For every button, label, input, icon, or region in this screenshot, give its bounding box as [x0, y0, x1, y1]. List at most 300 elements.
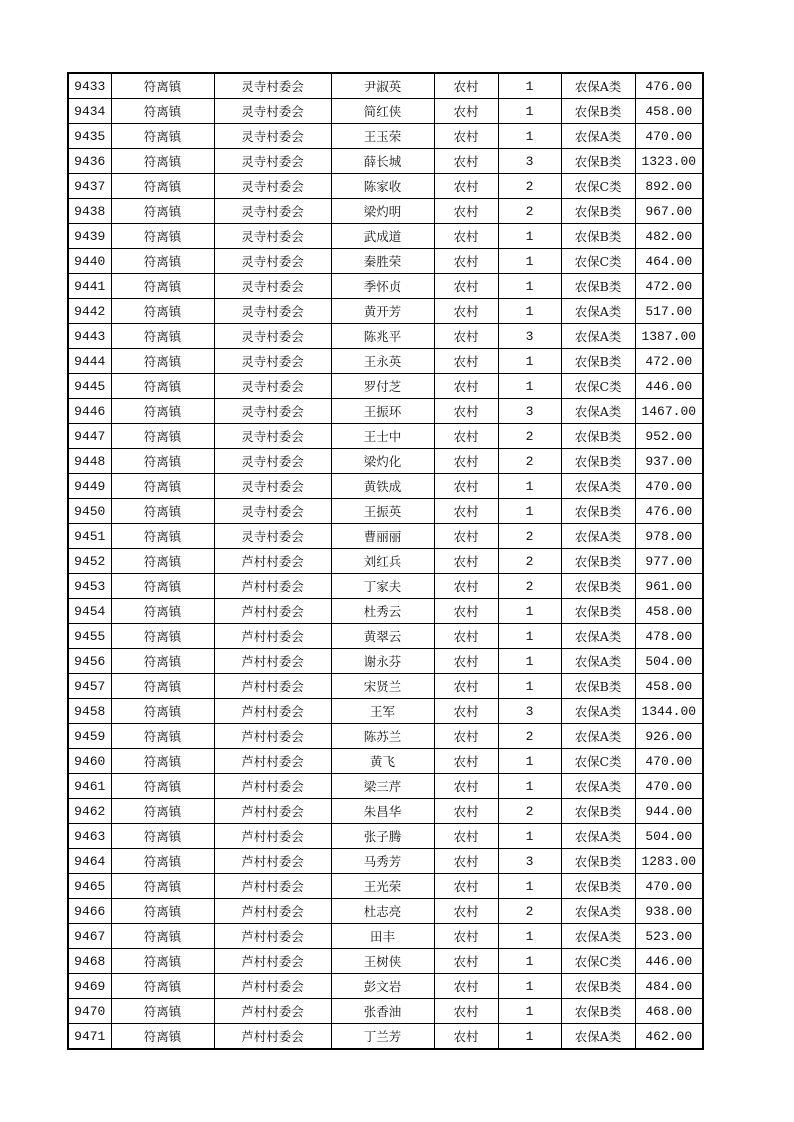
household-size-cell: 2 [498, 574, 561, 599]
town-cell: 符离镇 [111, 324, 214, 349]
person-name-cell: 黄翠云 [331, 624, 434, 649]
table-row [68, 574, 703, 599]
amount-cell: 484.00 [635, 974, 703, 999]
household-size-cell: 1 [498, 349, 561, 374]
town-cell: 符离镇 [111, 949, 214, 974]
person-name-cell: 张香油 [331, 999, 434, 1024]
person-name-cell: 张子腾 [331, 824, 434, 849]
village-committee-cell: 芦村村委会 [214, 749, 331, 774]
person-name-cell: 谢永芬 [331, 649, 434, 674]
beneficiary-table [67, 72, 704, 1050]
amount-cell: 476.00 [635, 73, 703, 99]
table-body [68, 73, 703, 1049]
household-size-cell: 1 [498, 674, 561, 699]
household-type-cell: 农村 [434, 73, 498, 99]
household-size-cell: 1 [498, 224, 561, 249]
table-row [68, 699, 703, 724]
person-name-cell: 陈兆平 [331, 324, 434, 349]
village-committee-cell: 灵寺村委会 [214, 424, 331, 449]
row-number-cell: 9467 [68, 924, 111, 949]
row-number-cell: 9441 [68, 274, 111, 299]
table-row [68, 624, 703, 649]
town-cell: 符离镇 [111, 299, 214, 324]
village-committee-cell: 芦村村委会 [214, 824, 331, 849]
household-size-cell: 1 [498, 499, 561, 524]
town-cell: 符离镇 [111, 849, 214, 874]
table-row [68, 874, 703, 899]
table-row [68, 324, 703, 349]
insurance-category-cell: 农保B类 [561, 99, 635, 124]
insurance-category-cell: 农保C类 [561, 174, 635, 199]
village-committee-cell: 灵寺村委会 [214, 174, 331, 199]
amount-cell: 446.00 [635, 949, 703, 974]
household-size-cell: 2 [498, 449, 561, 474]
row-number-cell: 9468 [68, 949, 111, 974]
village-committee-cell: 芦村村委会 [214, 974, 331, 999]
household-type-cell: 农村 [434, 874, 498, 899]
person-name-cell: 薛长城 [331, 149, 434, 174]
person-name-cell: 梁灼化 [331, 449, 434, 474]
row-number-cell: 9442 [68, 299, 111, 324]
town-cell: 符离镇 [111, 424, 214, 449]
household-size-cell: 3 [498, 149, 561, 174]
town-cell: 符离镇 [111, 699, 214, 724]
household-type-cell: 农村 [434, 699, 498, 724]
town-cell: 符离镇 [111, 974, 214, 999]
household-type-cell: 农村 [434, 99, 498, 124]
row-number-cell: 9463 [68, 824, 111, 849]
insurance-category-cell: 农保A类 [561, 73, 635, 99]
table-row [68, 424, 703, 449]
household-type-cell: 农村 [434, 149, 498, 174]
person-name-cell: 王光荣 [331, 874, 434, 899]
household-type-cell: 农村 [434, 849, 498, 874]
village-committee-cell: 芦村村委会 [214, 649, 331, 674]
row-number-cell: 9453 [68, 574, 111, 599]
insurance-category-cell: 农保A类 [561, 724, 635, 749]
row-number-cell: 9446 [68, 399, 111, 424]
household-type-cell: 农村 [434, 624, 498, 649]
household-type-cell: 农村 [434, 999, 498, 1024]
row-number-cell: 9461 [68, 774, 111, 799]
town-cell: 符离镇 [111, 749, 214, 774]
table-row [68, 99, 703, 124]
village-committee-cell: 芦村村委会 [214, 1024, 331, 1050]
village-committee-cell: 芦村村委会 [214, 899, 331, 924]
insurance-category-cell: 农保B类 [561, 599, 635, 624]
table-row [68, 999, 703, 1024]
household-type-cell: 农村 [434, 749, 498, 774]
household-size-cell: 1 [498, 974, 561, 999]
person-name-cell: 梁灼明 [331, 199, 434, 224]
household-size-cell: 1 [498, 474, 561, 499]
village-committee-cell: 芦村村委会 [214, 799, 331, 824]
amount-cell: 944.00 [635, 799, 703, 824]
insurance-category-cell: 农保A类 [561, 324, 635, 349]
household-type-cell: 农村 [434, 799, 498, 824]
row-number-cell: 9450 [68, 499, 111, 524]
row-number-cell: 9449 [68, 474, 111, 499]
table-row [68, 674, 703, 699]
person-name-cell: 黄开芳 [331, 299, 434, 324]
household-size-cell: 3 [498, 399, 561, 424]
table-row [68, 349, 703, 374]
row-number-cell: 9444 [68, 349, 111, 374]
insurance-category-cell: 农保B类 [561, 799, 635, 824]
household-type-cell: 农村 [434, 574, 498, 599]
insurance-category-cell: 农保B类 [561, 674, 635, 699]
insurance-category-cell: 农保A类 [561, 924, 635, 949]
amount-cell: 478.00 [635, 624, 703, 649]
amount-cell: 961.00 [635, 574, 703, 599]
table-row [68, 1024, 703, 1050]
amount-cell: 892.00 [635, 174, 703, 199]
insurance-category-cell: 农保B类 [561, 999, 635, 1024]
amount-cell: 458.00 [635, 599, 703, 624]
insurance-category-cell: 农保B类 [561, 349, 635, 374]
amount-cell: 952.00 [635, 424, 703, 449]
village-committee-cell: 灵寺村委会 [214, 374, 331, 399]
household-size-cell: 1 [498, 624, 561, 649]
person-name-cell: 宋贤兰 [331, 674, 434, 699]
town-cell: 符离镇 [111, 349, 214, 374]
person-name-cell: 王振英 [331, 499, 434, 524]
household-size-cell: 2 [498, 899, 561, 924]
insurance-category-cell: 农保A类 [561, 649, 635, 674]
amount-cell: 1467.00 [635, 399, 703, 424]
village-committee-cell: 灵寺村委会 [214, 324, 331, 349]
village-committee-cell: 芦村村委会 [214, 924, 331, 949]
row-number-cell: 9433 [68, 73, 111, 99]
household-size-cell: 1 [498, 73, 561, 99]
village-committee-cell: 灵寺村委会 [214, 99, 331, 124]
amount-cell: 1344.00 [635, 699, 703, 724]
household-type-cell: 农村 [434, 549, 498, 574]
town-cell: 符离镇 [111, 924, 214, 949]
village-committee-cell: 灵寺村委会 [214, 349, 331, 374]
household-size-cell: 1 [498, 924, 561, 949]
household-size-cell: 2 [498, 199, 561, 224]
amount-cell: 517.00 [635, 299, 703, 324]
person-name-cell: 曹丽丽 [331, 524, 434, 549]
row-number-cell: 9469 [68, 974, 111, 999]
person-name-cell: 尹淑英 [331, 73, 434, 99]
row-number-cell: 9437 [68, 174, 111, 199]
person-name-cell: 陈家收 [331, 174, 434, 199]
household-type-cell: 农村 [434, 1024, 498, 1050]
amount-cell: 1387.00 [635, 324, 703, 349]
town-cell: 符离镇 [111, 624, 214, 649]
amount-cell: 462.00 [635, 1024, 703, 1050]
village-committee-cell: 灵寺村委会 [214, 149, 331, 174]
village-committee-cell: 芦村村委会 [214, 549, 331, 574]
town-cell: 符离镇 [111, 399, 214, 424]
household-type-cell: 农村 [434, 949, 498, 974]
household-size-cell: 1 [498, 374, 561, 399]
household-size-cell: 1 [498, 249, 561, 274]
household-size-cell: 2 [498, 724, 561, 749]
household-size-cell: 1 [498, 874, 561, 899]
person-name-cell: 梁三芹 [331, 774, 434, 799]
amount-cell: 458.00 [635, 674, 703, 699]
town-cell: 符离镇 [111, 199, 214, 224]
table-row [68, 749, 703, 774]
household-type-cell: 农村 [434, 674, 498, 699]
household-size-cell: 1 [498, 749, 561, 774]
person-name-cell: 丁家夫 [331, 574, 434, 599]
row-number-cell: 9456 [68, 649, 111, 674]
row-number-cell: 9434 [68, 99, 111, 124]
household-size-cell: 1 [498, 99, 561, 124]
table-row [68, 549, 703, 574]
town-cell: 符离镇 [111, 599, 214, 624]
person-name-cell: 黄飞 [331, 749, 434, 774]
household-type-cell: 农村 [434, 399, 498, 424]
amount-cell: 523.00 [635, 924, 703, 949]
insurance-category-cell: 农保A类 [561, 699, 635, 724]
insurance-category-cell: 农保A类 [561, 299, 635, 324]
insurance-category-cell: 农保B类 [561, 149, 635, 174]
person-name-cell: 王树侠 [331, 949, 434, 974]
household-type-cell: 农村 [434, 199, 498, 224]
row-number-cell: 9447 [68, 424, 111, 449]
amount-cell: 937.00 [635, 449, 703, 474]
person-name-cell: 王永英 [331, 349, 434, 374]
person-name-cell: 刘红兵 [331, 549, 434, 574]
amount-cell: 468.00 [635, 999, 703, 1024]
insurance-category-cell: 农保B类 [561, 199, 635, 224]
household-type-cell: 农村 [434, 774, 498, 799]
person-name-cell: 王士中 [331, 424, 434, 449]
table-row [68, 524, 703, 549]
amount-cell: 470.00 [635, 474, 703, 499]
town-cell: 符离镇 [111, 449, 214, 474]
town-cell: 符离镇 [111, 1024, 214, 1050]
insurance-category-cell: 农保B类 [561, 849, 635, 874]
person-name-cell: 罗付芝 [331, 374, 434, 399]
amount-cell: 446.00 [635, 374, 703, 399]
person-name-cell: 武成道 [331, 224, 434, 249]
amount-cell: 938.00 [635, 899, 703, 924]
amount-cell: 470.00 [635, 749, 703, 774]
town-cell: 符离镇 [111, 874, 214, 899]
amount-cell: 978.00 [635, 524, 703, 549]
town-cell: 符离镇 [111, 274, 214, 299]
village-committee-cell: 灵寺村委会 [214, 274, 331, 299]
household-type-cell: 农村 [434, 924, 498, 949]
village-committee-cell: 芦村村委会 [214, 599, 331, 624]
table-row [68, 149, 703, 174]
table-row [68, 374, 703, 399]
row-number-cell: 9448 [68, 449, 111, 474]
town-cell: 符离镇 [111, 174, 214, 199]
town-cell: 符离镇 [111, 899, 214, 924]
table-row [68, 899, 703, 924]
village-committee-cell: 芦村村委会 [214, 999, 331, 1024]
table-row [68, 199, 703, 224]
household-size-cell: 1 [498, 1024, 561, 1050]
household-size-cell: 3 [498, 849, 561, 874]
village-committee-cell: 灵寺村委会 [214, 224, 331, 249]
row-number-cell: 9465 [68, 874, 111, 899]
town-cell: 符离镇 [111, 824, 214, 849]
row-number-cell: 9457 [68, 674, 111, 699]
household-size-cell: 1 [498, 949, 561, 974]
village-committee-cell: 灵寺村委会 [214, 449, 331, 474]
household-size-cell: 3 [498, 324, 561, 349]
person-name-cell: 秦胜荣 [331, 249, 434, 274]
household-size-cell: 1 [498, 999, 561, 1024]
amount-cell: 472.00 [635, 274, 703, 299]
household-type-cell: 农村 [434, 124, 498, 149]
village-committee-cell: 灵寺村委会 [214, 474, 331, 499]
insurance-category-cell: 农保C类 [561, 749, 635, 774]
table-row [68, 399, 703, 424]
person-name-cell: 简红侠 [331, 99, 434, 124]
town-cell: 符离镇 [111, 99, 214, 124]
row-number-cell: 9439 [68, 224, 111, 249]
row-number-cell: 9438 [68, 199, 111, 224]
insurance-category-cell: 农保B类 [561, 424, 635, 449]
person-name-cell: 王振环 [331, 399, 434, 424]
table-row [68, 724, 703, 749]
table-row [68, 174, 703, 199]
household-type-cell: 农村 [434, 974, 498, 999]
household-size-cell: 2 [498, 549, 561, 574]
household-type-cell: 农村 [434, 349, 498, 374]
amount-cell: 504.00 [635, 824, 703, 849]
village-committee-cell: 芦村村委会 [214, 624, 331, 649]
town-cell: 符离镇 [111, 374, 214, 399]
household-type-cell: 农村 [434, 449, 498, 474]
table-row [68, 73, 703, 99]
table-row [68, 249, 703, 274]
town-cell: 符离镇 [111, 124, 214, 149]
row-number-cell: 9436 [68, 149, 111, 174]
insurance-category-cell: 农保A类 [561, 474, 635, 499]
town-cell: 符离镇 [111, 799, 214, 824]
household-size-cell: 1 [498, 124, 561, 149]
person-name-cell: 季怀贞 [331, 274, 434, 299]
household-type-cell: 农村 [434, 224, 498, 249]
household-size-cell: 1 [498, 299, 561, 324]
person-name-cell: 黄铁成 [331, 474, 434, 499]
amount-cell: 472.00 [635, 349, 703, 374]
table-row [68, 449, 703, 474]
household-size-cell: 1 [498, 774, 561, 799]
town-cell: 符离镇 [111, 649, 214, 674]
row-number-cell: 9452 [68, 549, 111, 574]
household-size-cell: 2 [498, 174, 561, 199]
row-number-cell: 9464 [68, 849, 111, 874]
amount-cell: 1323.00 [635, 149, 703, 174]
insurance-category-cell: 农保C类 [561, 949, 635, 974]
insurance-category-cell: 农保C类 [561, 374, 635, 399]
table-row [68, 474, 703, 499]
row-number-cell: 9443 [68, 324, 111, 349]
insurance-category-cell: 农保B类 [561, 449, 635, 474]
household-size-cell: 2 [498, 424, 561, 449]
insurance-category-cell: 农保B类 [561, 874, 635, 899]
amount-cell: 967.00 [635, 199, 703, 224]
town-cell: 符离镇 [111, 149, 214, 174]
village-committee-cell: 灵寺村委会 [214, 399, 331, 424]
amount-cell: 470.00 [635, 124, 703, 149]
village-committee-cell: 芦村村委会 [214, 574, 331, 599]
person-name-cell: 王玉荣 [331, 124, 434, 149]
household-type-cell: 农村 [434, 599, 498, 624]
table-row [68, 799, 703, 824]
village-committee-cell: 芦村村委会 [214, 724, 331, 749]
household-type-cell: 农村 [434, 274, 498, 299]
row-number-cell: 9470 [68, 999, 111, 1024]
town-cell: 符离镇 [111, 249, 214, 274]
table-row [68, 124, 703, 149]
amount-cell: 977.00 [635, 549, 703, 574]
household-type-cell: 农村 [434, 249, 498, 274]
amount-cell: 1283.00 [635, 849, 703, 874]
village-committee-cell: 灵寺村委会 [214, 73, 331, 99]
table-row [68, 224, 703, 249]
household-size-cell: 2 [498, 799, 561, 824]
amount-cell: 482.00 [635, 224, 703, 249]
amount-cell: 464.00 [635, 249, 703, 274]
town-cell: 符离镇 [111, 549, 214, 574]
household-type-cell: 农村 [434, 474, 498, 499]
village-committee-cell: 芦村村委会 [214, 674, 331, 699]
town-cell: 符离镇 [111, 73, 214, 99]
insurance-category-cell: 农保B类 [561, 499, 635, 524]
household-size-cell: 3 [498, 699, 561, 724]
row-number-cell: 9454 [68, 599, 111, 624]
amount-cell: 504.00 [635, 649, 703, 674]
village-committee-cell: 灵寺村委会 [214, 499, 331, 524]
town-cell: 符离镇 [111, 674, 214, 699]
village-committee-cell: 灵寺村委会 [214, 199, 331, 224]
amount-cell: 470.00 [635, 874, 703, 899]
person-name-cell: 杜秀云 [331, 599, 434, 624]
insurance-category-cell: 农保A类 [561, 824, 635, 849]
village-committee-cell: 灵寺村委会 [214, 299, 331, 324]
insurance-category-cell: 农保A类 [561, 524, 635, 549]
village-committee-cell: 芦村村委会 [214, 949, 331, 974]
village-committee-cell: 芦村村委会 [214, 849, 331, 874]
household-size-cell: 1 [498, 824, 561, 849]
table-row [68, 849, 703, 874]
row-number-cell: 9455 [68, 624, 111, 649]
table-row [68, 949, 703, 974]
insurance-category-cell: 农保A类 [561, 399, 635, 424]
table-row [68, 774, 703, 799]
household-type-cell: 农村 [434, 174, 498, 199]
insurance-category-cell: 农保A类 [561, 124, 635, 149]
insurance-category-cell: 农保B类 [561, 974, 635, 999]
insurance-category-cell: 农保A类 [561, 1024, 635, 1050]
household-size-cell: 2 [498, 524, 561, 549]
insurance-category-cell: 农保B类 [561, 574, 635, 599]
amount-cell: 458.00 [635, 99, 703, 124]
amount-cell: 470.00 [635, 774, 703, 799]
insurance-category-cell: 农保B类 [561, 224, 635, 249]
village-committee-cell: 芦村村委会 [214, 699, 331, 724]
row-number-cell: 9458 [68, 699, 111, 724]
insurance-category-cell: 农保C类 [561, 249, 635, 274]
row-number-cell: 9466 [68, 899, 111, 924]
household-type-cell: 农村 [434, 649, 498, 674]
town-cell: 符离镇 [111, 524, 214, 549]
insurance-category-cell: 农保A类 [561, 624, 635, 649]
town-cell: 符离镇 [111, 999, 214, 1024]
